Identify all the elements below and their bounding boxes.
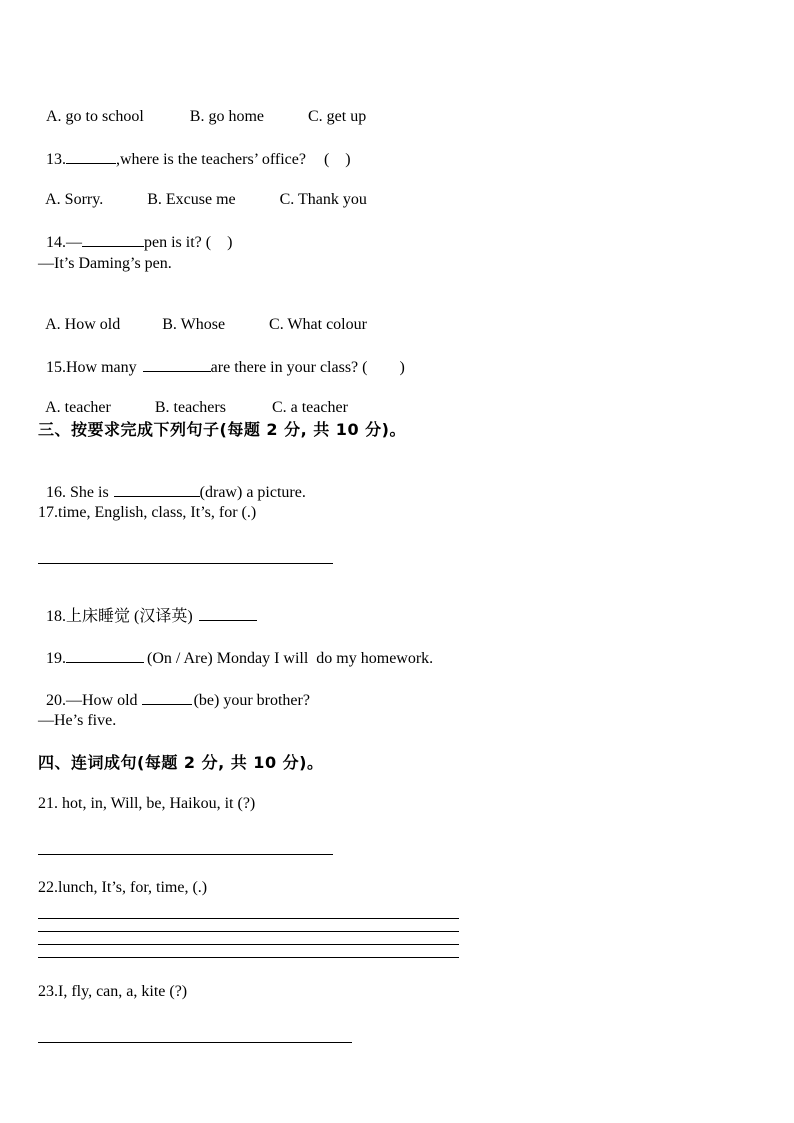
q14-number: 14.— (46, 234, 82, 251)
question-14 (38, 212, 232, 253)
q22-answer-line-2[interactable] (38, 931, 459, 932)
q13-text: ,where is the teachers’ office? (116, 151, 306, 168)
section-4-heading: 四、连词成句(每题 2 分, 共 10 分)。 (38, 753, 324, 772)
q13-option-b: B. Excuse me (147, 191, 236, 208)
q16-after: (draw) a picture. (199, 484, 306, 501)
q17-answer-line[interactable] (38, 563, 333, 564)
q15-options (38, 378, 348, 418)
q15-option-a: A. teacher (45, 399, 111, 416)
q20-before: 20.—How old (46, 692, 138, 709)
q14-option-b: B. Whose (162, 316, 226, 333)
q14-text: pen is it? ( ) (144, 234, 233, 251)
q13-paren: ( ) (323, 151, 351, 168)
q22-answer-line-1[interactable] (38, 918, 459, 919)
q14-options (38, 295, 367, 335)
q19-number: 19. (46, 650, 66, 667)
q14-option-a: A. How old (45, 316, 121, 333)
question-16 (38, 462, 306, 503)
q18-text: 18.上床睡觉 (汉译英) (46, 608, 193, 625)
q12-options (38, 87, 366, 127)
q20-after: (be) your brother? (193, 692, 310, 709)
q13-number: 13. (46, 151, 66, 168)
q16-before: 16. She is (46, 484, 109, 501)
question-21: 21. hot, in, Will, be, Haikou, it (?) (38, 795, 256, 812)
q15-answer-blank[interactable] (143, 357, 211, 372)
q14-answer-blank[interactable] (82, 232, 144, 247)
question-17: 17.time, English, class, It’s, for (.) (38, 504, 257, 521)
question-13 (38, 129, 351, 170)
q16-answer-blank[interactable] (114, 482, 200, 497)
q22-answer-line-4[interactable] (38, 957, 459, 958)
q14-answer-line: —It’s Daming’s pen. (38, 255, 172, 272)
question-20 (38, 670, 310, 711)
q15-option-b: B. teachers (154, 399, 226, 416)
q13-option-a: A. Sorry. (45, 191, 104, 208)
q13-options (38, 170, 367, 210)
q12-option-c: C. get up (308, 108, 367, 125)
q13-option-c: C. Thank you (279, 191, 367, 208)
question-23: 23.I, fly, can, a, kite (?) (38, 983, 188, 1000)
question-18 (38, 586, 257, 627)
q23-answer-line[interactable] (38, 1042, 352, 1043)
question-19 (38, 628, 433, 669)
q20-answer-blank[interactable] (142, 690, 192, 705)
q13-answer-blank[interactable] (66, 149, 116, 164)
q12-option-a: A. go to school (46, 108, 144, 125)
q21-answer-line[interactable] (38, 854, 333, 855)
q15-option-c: C. a teacher (271, 399, 348, 416)
q12-option-b: B. go home (189, 108, 264, 125)
q15-number: 15.How many (46, 359, 137, 376)
q18-answer-blank[interactable] (199, 606, 257, 621)
q22-answer-line-3[interactable] (38, 944, 459, 945)
question-22: 22.lunch, It’s, for, time, (.) (38, 879, 208, 896)
section-3-heading: 三、按要求完成下列句子(每题 2 分, 共 10 分)。 (38, 420, 406, 439)
q14-option-c: C. What colour (269, 316, 367, 333)
q19-answer-blank[interactable] (66, 648, 144, 663)
q20-answer-line: —He’s five. (38, 712, 117, 729)
question-15 (38, 337, 405, 378)
q15-text: are there in your class? ( ) (210, 359, 405, 376)
q19-after: (On / Are) Monday I will do my homework. (147, 650, 434, 667)
